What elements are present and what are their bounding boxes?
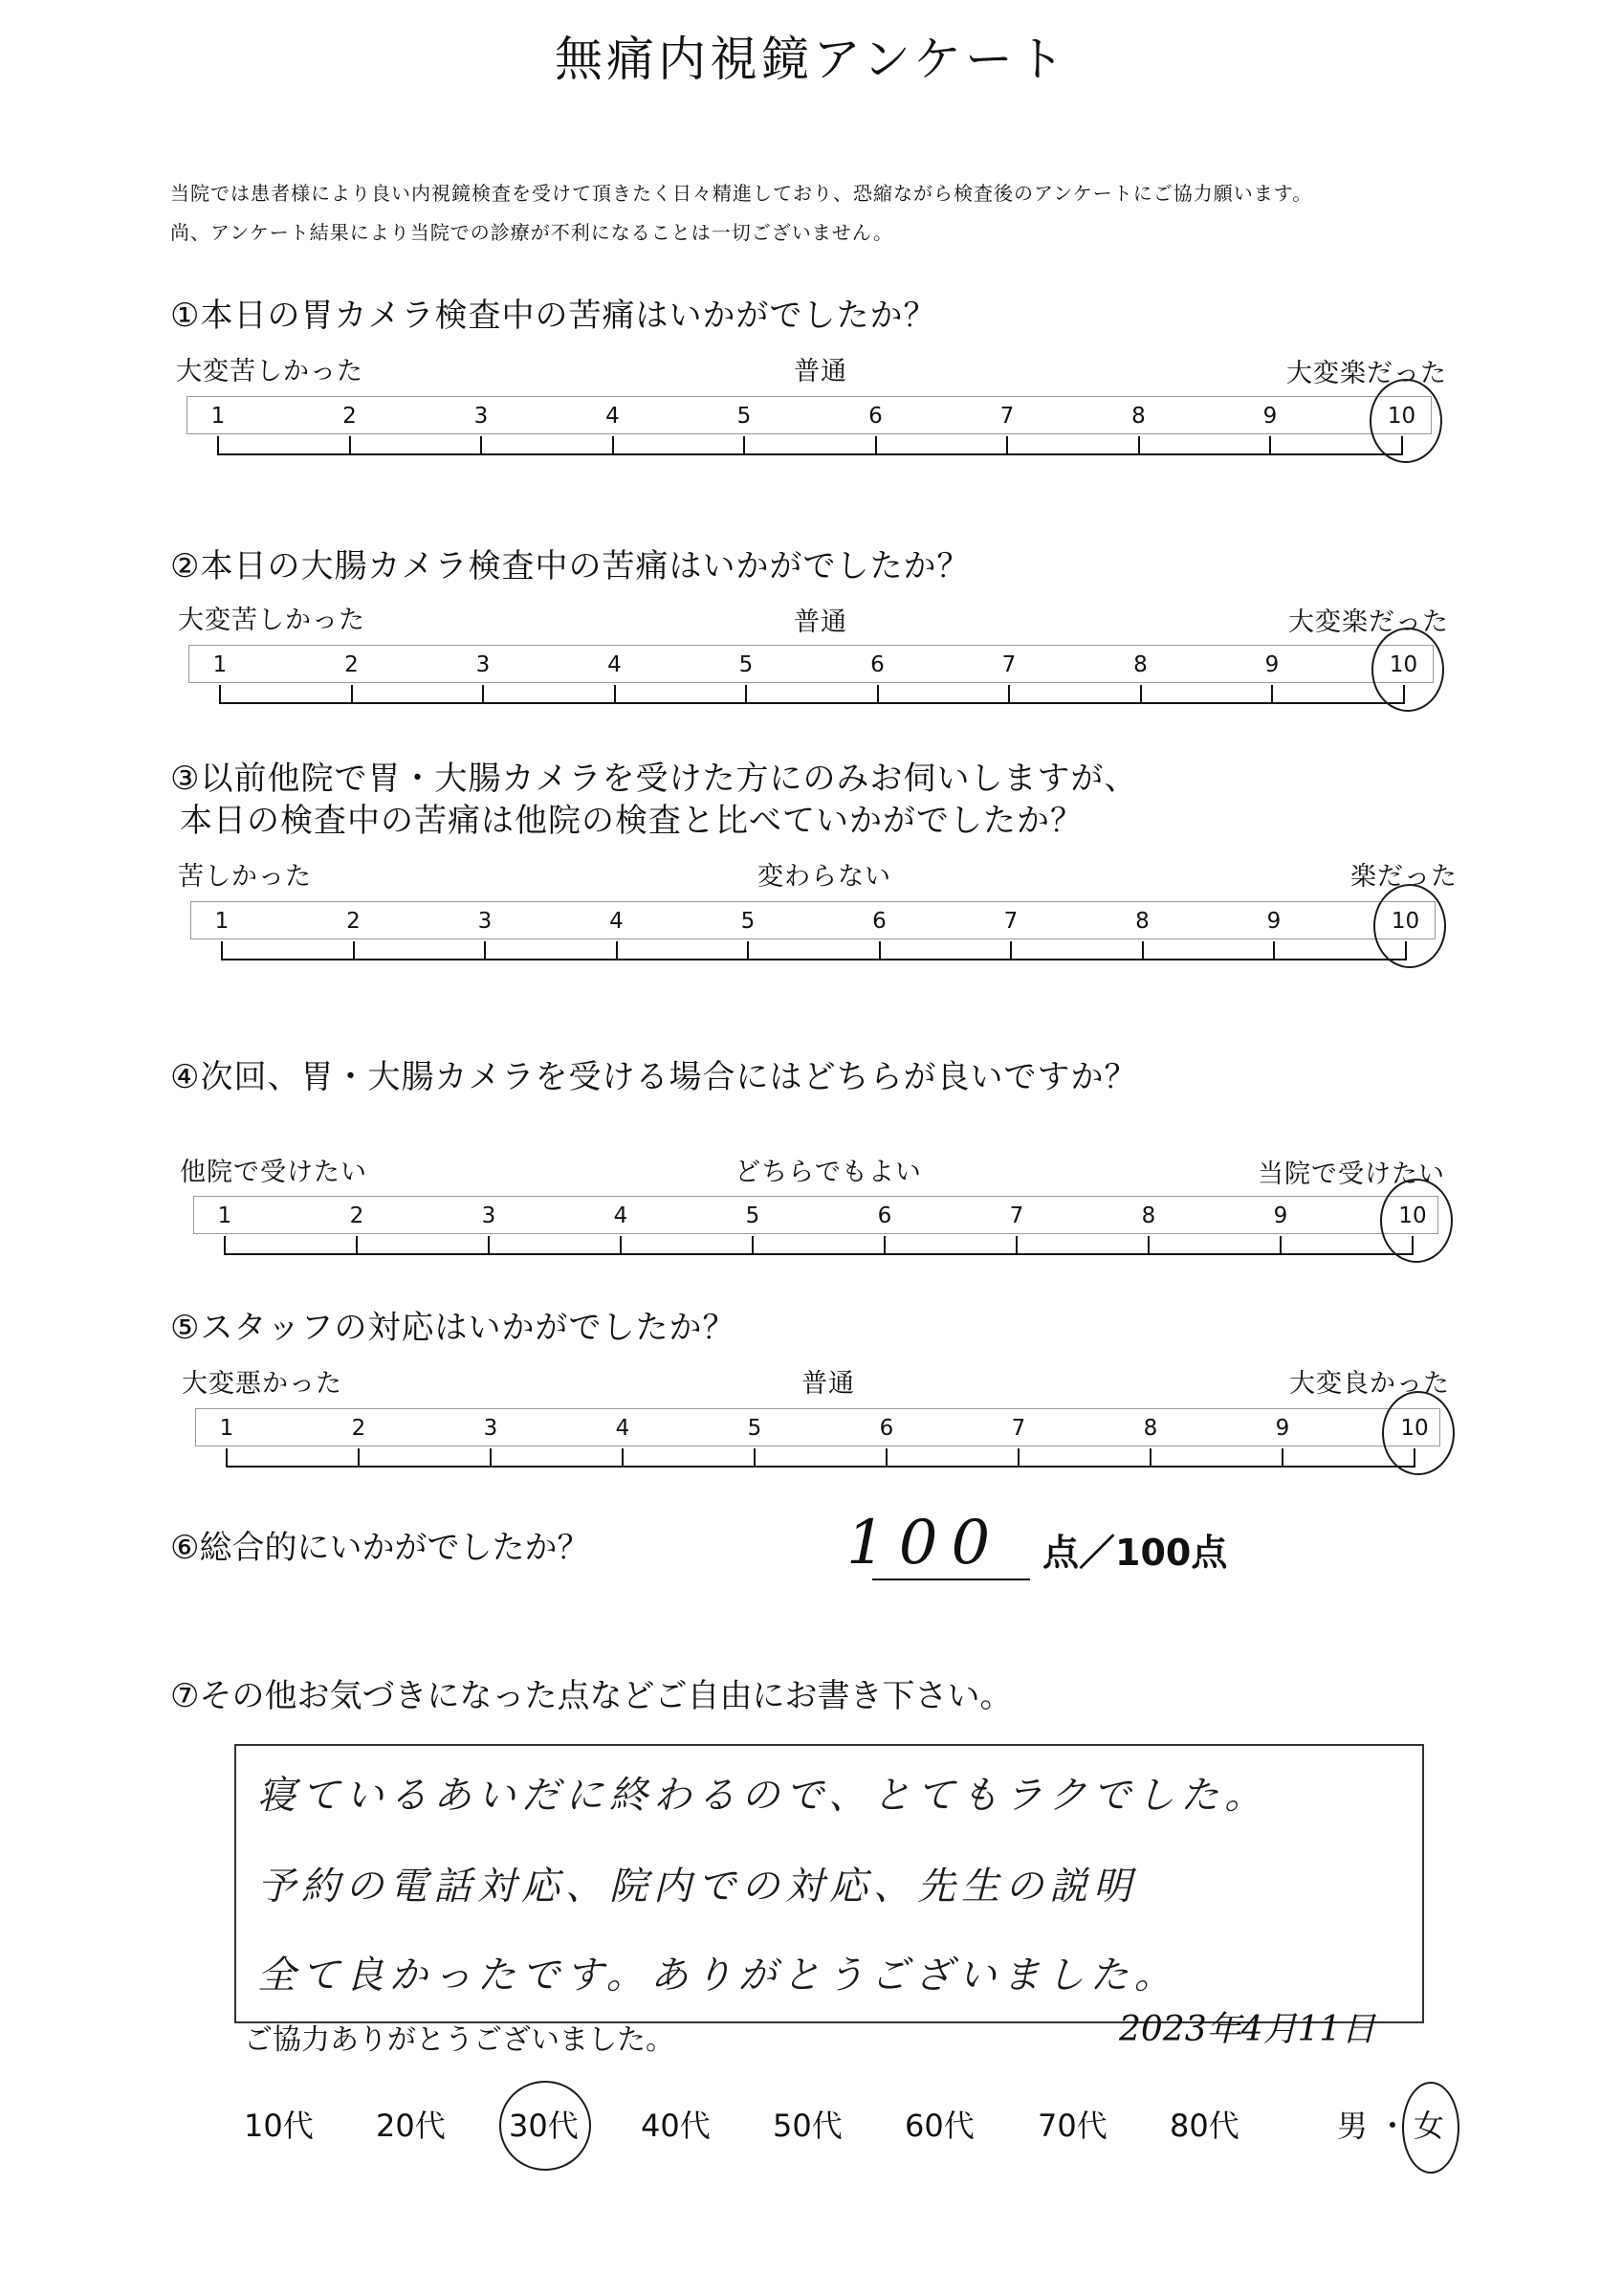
scale-tick — [217, 436, 219, 455]
question-2-text: ②本日の大腸カメラ検査中の苦痛はいかがでしたか？ — [170, 547, 971, 585]
intro-line-2: 尚、アンケート結果により当院での診療が不利になることは一切ございません。 — [170, 221, 893, 244]
scale-tick — [1271, 685, 1273, 704]
scale-tick — [221, 941, 223, 960]
scale-number-9[interactable]: 9 — [1273, 1203, 1288, 1228]
comment-line-3: 全て良かったです。ありがとうございました。 — [257, 1954, 1178, 1998]
scale-tick — [224, 1236, 226, 1255]
scale-tick — [1282, 1448, 1283, 1468]
question-2-rating-scale — [0, 643, 1623, 758]
sex-separator: ・ — [1377, 2108, 1409, 2144]
scale-tick — [1142, 941, 1144, 960]
age-option-20s[interactable]: 20代 — [376, 2108, 446, 2144]
scale-number-1[interactable]: 1 — [219, 1416, 234, 1441]
question-2-right-label: 大変楽だった — [1288, 607, 1449, 637]
scale-number-10[interactable]: 10 — [1391, 909, 1420, 934]
question-1-mid-label: 普通 — [794, 357, 847, 386]
scale-number-10[interactable]: 10 — [1398, 1203, 1427, 1228]
scale-tick — [1269, 436, 1271, 455]
scale-tick — [1138, 436, 1140, 455]
scale-number-8[interactable]: 8 — [1131, 404, 1146, 429]
scale-number-5[interactable]: 5 — [740, 909, 756, 934]
question-6-text: ⑥総合的にいかがでしたか？ — [170, 1529, 590, 1567]
scale-tick — [612, 436, 614, 455]
scale-number-5[interactable]: 5 — [745, 1203, 760, 1228]
scale-tick — [877, 685, 879, 704]
scale-number-4[interactable]: 4 — [609, 909, 624, 934]
scale-tick — [622, 1448, 624, 1468]
scale-tick — [1006, 436, 1008, 455]
scale-number-4[interactable]: 4 — [615, 1416, 630, 1441]
scale-tick — [1018, 1448, 1020, 1468]
scale-number-8[interactable]: 8 — [1133, 652, 1148, 677]
question-4-rating-scale — [0, 1194, 1623, 1309]
scale-number-4[interactable]: 4 — [605, 404, 620, 429]
scale-number-2[interactable]: 2 — [351, 1416, 366, 1441]
age-option-70s[interactable]: 70代 — [1038, 2108, 1108, 2144]
total-score-underline — [872, 1578, 1030, 1580]
scale-tick — [752, 1236, 754, 1255]
question-1-text: ①本日の胃カメラ検査中の苦痛はいかがでしたか？ — [170, 297, 937, 335]
scale-bar — [195, 1408, 1440, 1446]
total-score-handwritten[interactable]: 100 — [846, 1508, 1004, 1578]
scale-number-9[interactable]: 9 — [1266, 909, 1282, 934]
age-option-30s[interactable]: 30代 — [509, 2108, 579, 2144]
scale-number-5[interactable]: 5 — [736, 404, 752, 429]
scale-tick — [747, 941, 749, 960]
question-1-rating-scale — [0, 394, 1623, 509]
question-5-rating-scale — [0, 1406, 1623, 1521]
scale-tick — [620, 1236, 622, 1255]
scale-number-3[interactable]: 3 — [477, 909, 493, 934]
scale-number-7[interactable]: 7 — [1011, 1416, 1026, 1441]
total-score-unit: 点／100点 — [1042, 1532, 1228, 1574]
scale-number-7[interactable]: 7 — [1009, 1203, 1024, 1228]
selected-answer-circle — [1373, 884, 1446, 968]
thanks-text: ご協力ありがとうございました。 — [244, 2023, 674, 2057]
scale-number-5[interactable]: 5 — [738, 652, 754, 677]
scale-tick — [614, 685, 616, 704]
scale-tick — [1148, 1236, 1150, 1255]
question-4-mid-label: どちらでもよい — [735, 1158, 922, 1187]
scale-number-6[interactable]: 6 — [879, 1416, 894, 1441]
scale-bar — [188, 645, 1434, 683]
scale-number-4[interactable]: 4 — [607, 652, 622, 677]
scale-tick — [1008, 685, 1010, 704]
scale-number-3[interactable]: 3 — [473, 404, 489, 429]
question-5-left-label: 大変悪かった — [182, 1369, 342, 1399]
date-handwritten[interactable]: 2023年4月11日 — [1119, 2010, 1376, 2049]
scale-tick — [743, 436, 745, 455]
scale-number-3[interactable]: 3 — [475, 652, 491, 677]
comment-line-2: 予約の電話対応、院内での対応、先生の説明 — [257, 1865, 1137, 1909]
question-1-left-label: 大変苦しかった — [176, 357, 363, 386]
scale-number-8[interactable]: 8 — [1141, 1203, 1156, 1228]
scale-bar — [186, 396, 1432, 434]
scale-number-9[interactable]: 9 — [1264, 652, 1280, 677]
question-3-text: ③以前他院で胃・大腸カメラを受けた方にのみお伺いしますが、 — [170, 760, 1138, 798]
scale-tick — [226, 1448, 228, 1468]
scale-tick — [1010, 941, 1012, 960]
scale-axis — [220, 702, 1404, 704]
scale-number-5[interactable]: 5 — [747, 1416, 762, 1441]
scale-number-9[interactable]: 9 — [1262, 404, 1278, 429]
question-7-text: ⑦その他お気づきになった点などご自由にお書き下さい。 — [170, 1677, 1013, 1715]
scale-number-6[interactable]: 6 — [870, 652, 885, 677]
sex-option-male[interactable]: 男 — [1337, 2108, 1369, 2144]
scale-number-4[interactable]: 4 — [613, 1203, 628, 1228]
selected-age-circle — [499, 2081, 591, 2171]
question-5-mid-label: 普通 — [801, 1369, 855, 1399]
scale-tick — [358, 1448, 360, 1468]
scale-number-8[interactable]: 8 — [1143, 1416, 1158, 1441]
scale-number-6[interactable]: 6 — [868, 404, 883, 429]
scale-number-3[interactable]: 3 — [481, 1203, 496, 1228]
scale-tick — [616, 941, 618, 960]
question-3-rating-scale — [0, 899, 1623, 1014]
selected-answer-circle — [1370, 379, 1442, 463]
scale-number-1[interactable]: 1 — [217, 1203, 232, 1228]
scale-bar — [190, 901, 1436, 939]
comment-line-1: 寝ているあいだに終わるので、とてもラクでした。 — [257, 1774, 1269, 1818]
scale-number-6[interactable]: 6 — [877, 1203, 892, 1228]
question-5-text: ⑤スタッフの対応はいかがでしたか？ — [170, 1309, 736, 1347]
scale-tick — [1280, 1236, 1282, 1255]
scale-tick — [1140, 685, 1142, 704]
scale-tick — [1273, 941, 1275, 960]
scale-tick — [754, 1448, 756, 1468]
question-5-right-label: 大変良かった — [1289, 1369, 1450, 1399]
scale-tick — [219, 685, 221, 704]
scale-tick — [1150, 1448, 1151, 1468]
sex-option-female[interactable]: 女 — [1414, 2108, 1445, 2144]
scale-tick — [484, 941, 486, 960]
scale-number-8[interactable]: 8 — [1135, 909, 1150, 934]
scale-tick — [879, 941, 881, 960]
question-2-mid-label: 普通 — [794, 607, 847, 637]
scale-number-7[interactable]: 7 — [1001, 652, 1017, 677]
question-2-left-label: 大変苦しかった — [178, 606, 365, 635]
scale-axis — [222, 959, 1406, 960]
scale-tick — [356, 1236, 358, 1255]
scale-number-1[interactable]: 1 — [212, 652, 228, 677]
scale-axis — [225, 1253, 1413, 1255]
scale-tick — [886, 1448, 888, 1468]
scale-number-1[interactable]: 1 — [214, 909, 230, 934]
selected-answer-circle — [1371, 628, 1444, 712]
scale-tick — [482, 685, 484, 704]
scale-number-10[interactable]: 10 — [1400, 1416, 1429, 1441]
scale-number-7[interactable]: 7 — [1003, 909, 1019, 934]
scale-tick — [488, 1236, 490, 1255]
question-3-left-label: 苦しかった — [178, 862, 312, 892]
scale-number-9[interactable]: 9 — [1275, 1416, 1290, 1441]
scale-tick — [1016, 1236, 1018, 1255]
question-1-right-label: 大変楽だった — [1286, 359, 1447, 388]
selected-sex-circle — [1402, 2082, 1459, 2174]
scale-tick — [875, 436, 877, 455]
scale-number-2[interactable]: 2 — [349, 1203, 364, 1228]
scale-number-2[interactable]: 2 — [344, 652, 359, 677]
age-option-80s[interactable]: 80代 — [1170, 2108, 1239, 2144]
scale-number-2[interactable]: 2 — [346, 909, 361, 934]
scale-tick — [351, 685, 353, 704]
scale-tick — [745, 685, 747, 704]
selected-answer-circle — [1382, 1391, 1455, 1475]
page-title: 無痛内視鏡アンケート — [555, 32, 1068, 87]
question-3-right-label: 楽だった — [1350, 862, 1458, 892]
scale-number-3[interactable]: 3 — [483, 1416, 498, 1441]
question-4-left-label: 他院で受けたい — [180, 1158, 367, 1187]
age-option-10s[interactable]: 10代 — [244, 2108, 314, 2144]
question-3-mid-label: 変わらない — [757, 862, 891, 892]
scale-number-10[interactable]: 10 — [1389, 652, 1418, 677]
intro-line-1: 当院では患者様により良い内視鏡検査を受けて頂きたく日々精進しており、恐縮ながら検査後のアンケートにご協力願います。 — [170, 182, 1313, 205]
scale-tick — [349, 436, 351, 455]
selected-answer-circle — [1380, 1179, 1453, 1263]
scale-number-2[interactable]: 2 — [342, 404, 357, 429]
scale-tick — [480, 436, 482, 455]
scale-number-7[interactable]: 7 — [999, 404, 1015, 429]
question-4-text: ④次回、胃・大腸カメラを受ける場合にはどちらが良いですか？ — [170, 1058, 1138, 1096]
comment-box[interactable] — [234, 1744, 1424, 2023]
scale-tick — [353, 941, 355, 960]
scale-bar — [193, 1196, 1438, 1234]
age-option-40s[interactable]: 40代 — [641, 2108, 711, 2144]
question-4-right-label: 当院で受けたい — [1258, 1159, 1445, 1189]
age-option-50s[interactable]: 50代 — [773, 2108, 843, 2144]
scale-number-10[interactable]: 10 — [1387, 404, 1416, 429]
age-option-60s[interactable]: 60代 — [905, 2108, 975, 2144]
question-3-text-line-2: 本日の検査中の苦痛は他院の検査と比べていかがでしたか？ — [180, 802, 1084, 840]
scale-tick — [884, 1236, 886, 1255]
scale-axis — [218, 453, 1402, 455]
scale-tick — [490, 1448, 492, 1468]
scale-axis — [227, 1466, 1415, 1468]
scale-number-6[interactable]: 6 — [872, 909, 887, 934]
scale-number-1[interactable]: 1 — [210, 404, 226, 429]
